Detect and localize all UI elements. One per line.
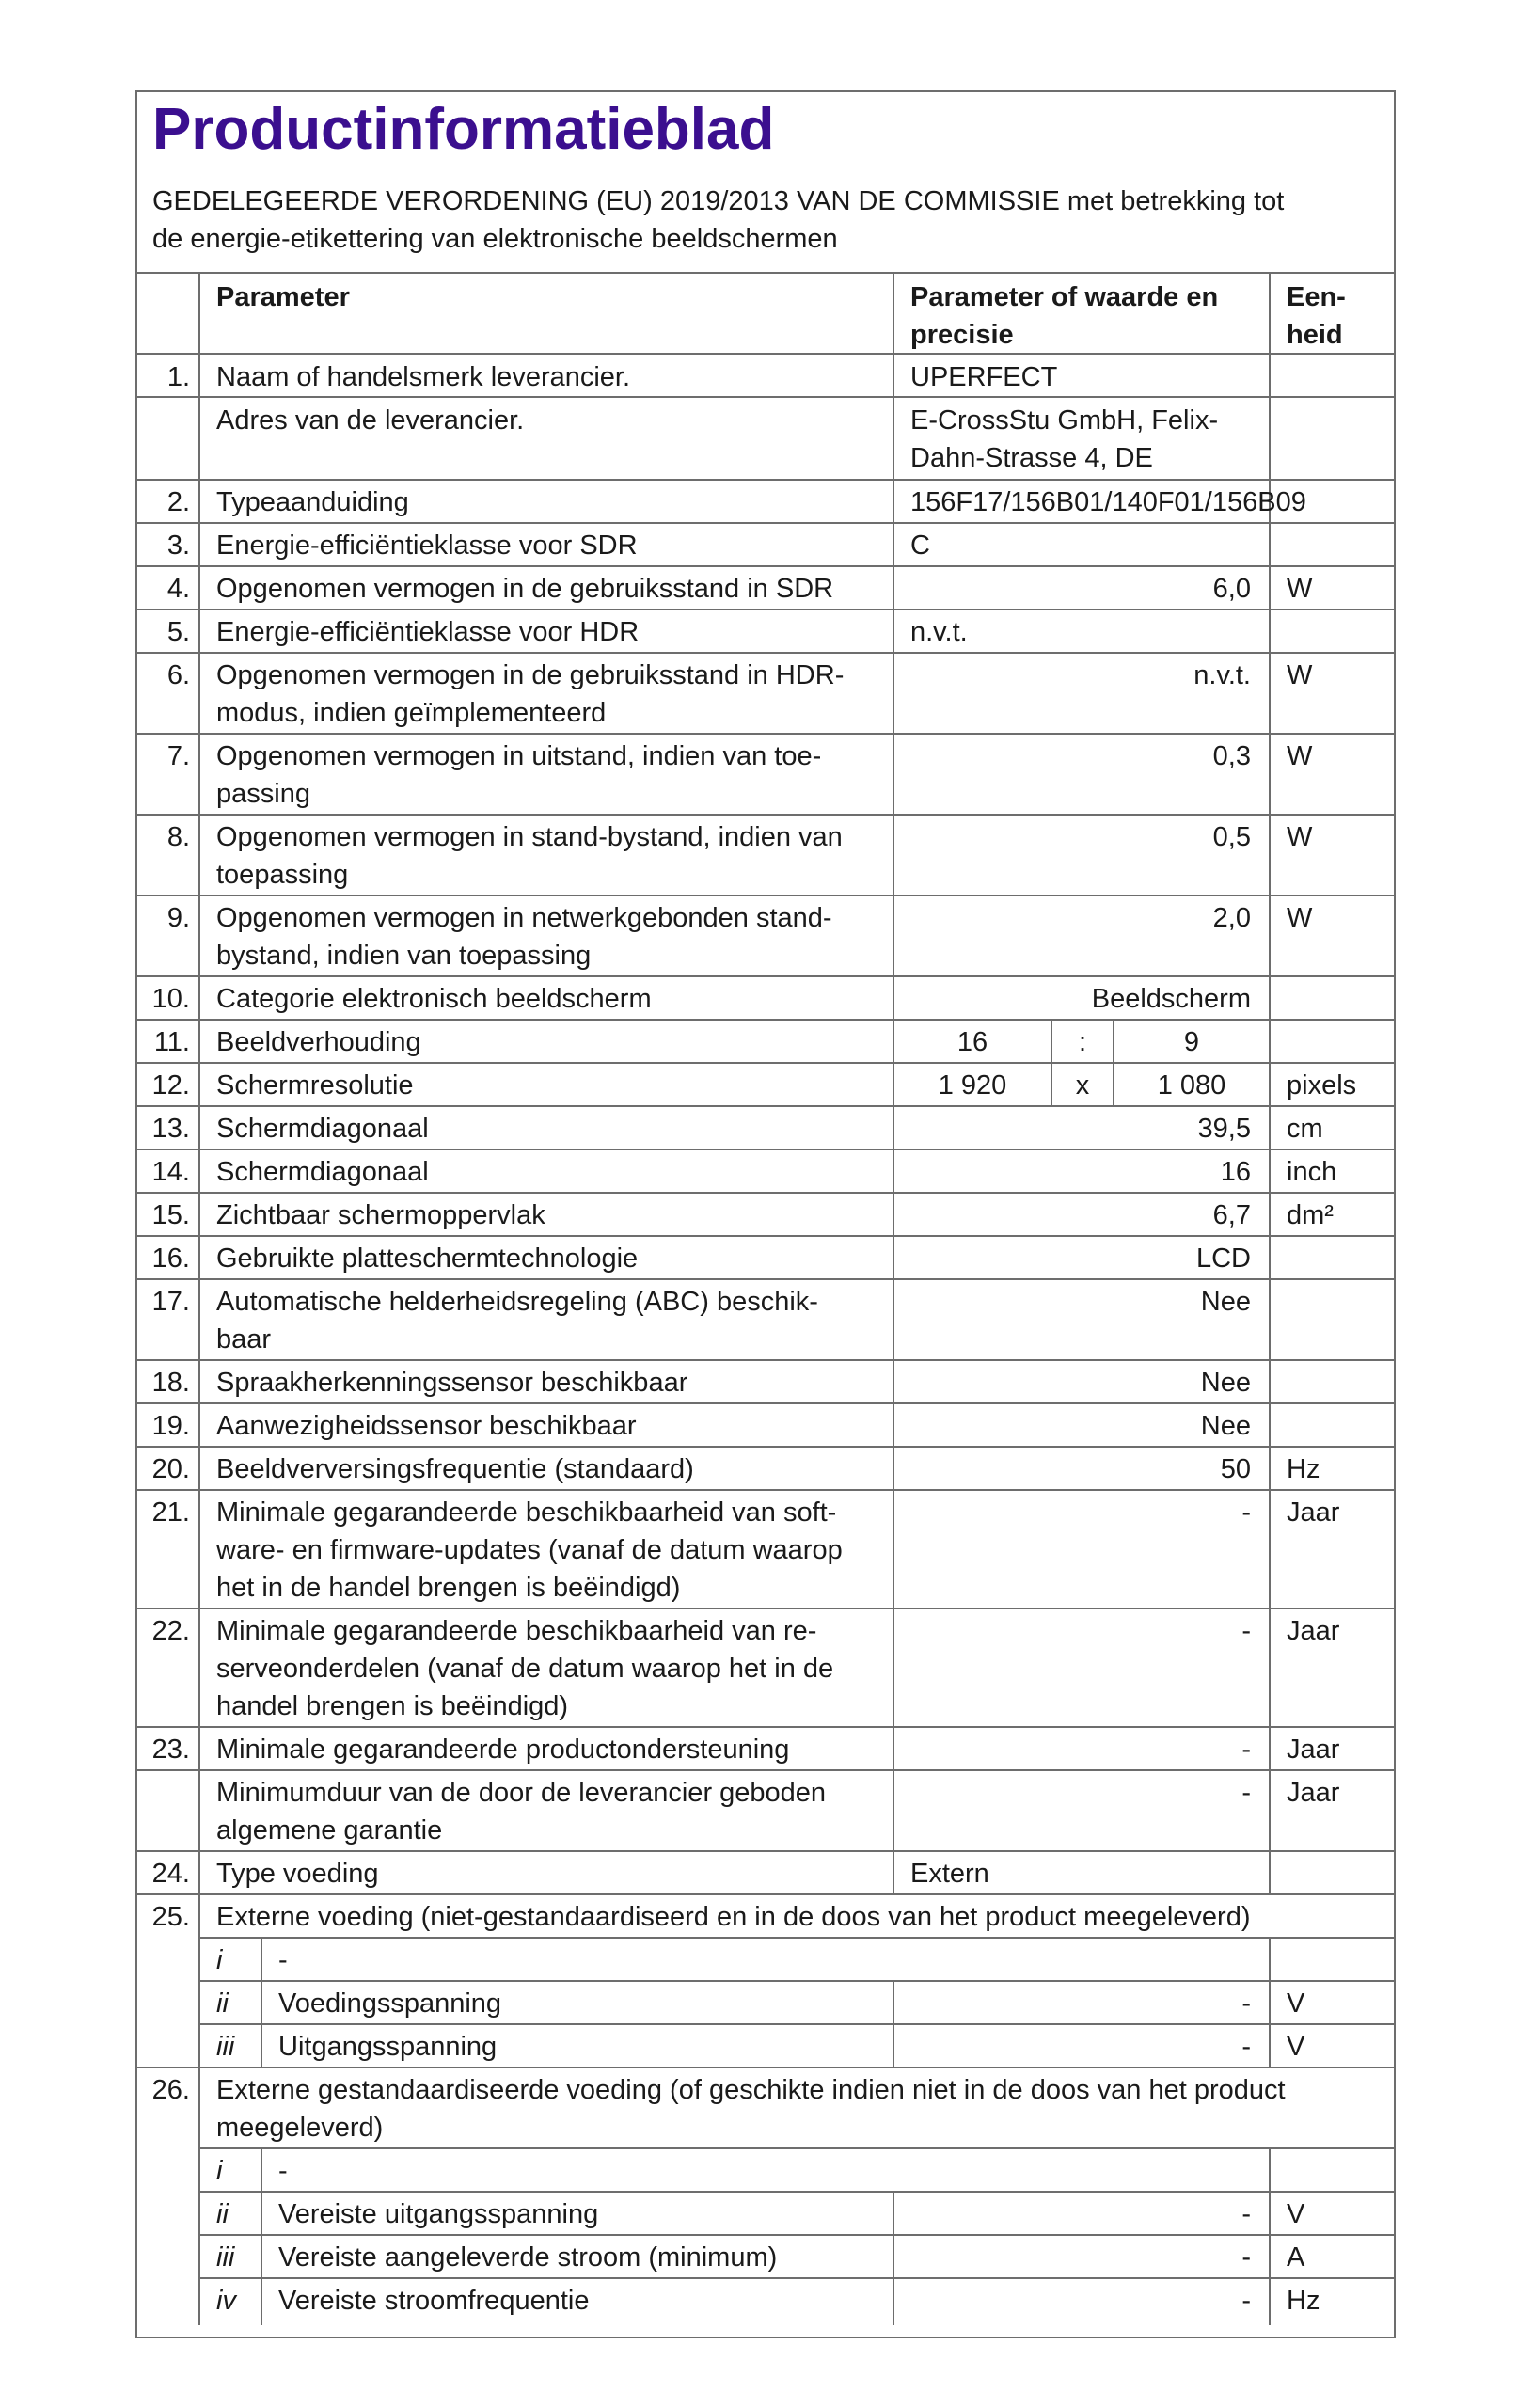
param-network-standby-line1: Opgenomen vermogen in netwerkgebonden stand-	[216, 903, 832, 933]
param-standard-psu-line2: meegeleverd)	[216, 2113, 384, 2143]
value-off-power: 0,3	[1212, 741, 1251, 771]
row-number: 24.	[151, 1859, 190, 1889]
sub-iii-marker: iii	[216, 2032, 235, 2062]
row-number: 15.	[151, 1200, 190, 1230]
grid-row-line	[135, 1769, 1396, 1771]
param-external-psu: Externe voeding (niet-gestandaardiseerd en in de doos van het product meegeleverd)	[216, 1902, 1251, 1932]
grid-row-line	[135, 1608, 1396, 1609]
param-product-support: Minimale gegarandeerde productondersteuning	[216, 1735, 790, 1765]
param-software-updates-line1: Minimale gegarandeerde beschikbaarheid van soft-	[216, 1497, 837, 1528]
row-number: 1.	[166, 362, 190, 392]
param-warranty-line2: algemene garantie	[216, 1815, 443, 1846]
grid-row-line	[135, 1850, 1396, 1852]
grid-row-line	[135, 814, 1396, 816]
grid-row-line	[135, 353, 1396, 355]
grid-row-line	[135, 522, 1396, 524]
sub-ii-label: Vereiste uitgangsspanning	[278, 2199, 599, 2229]
unit-warranty: Jaar	[1287, 1778, 1340, 1808]
row-number: 2.	[166, 487, 190, 517]
row-number: 4.	[166, 574, 190, 604]
grid-row-line	[199, 2191, 1396, 2193]
value-resolution-width: 1 920	[938, 1070, 1007, 1101]
param-spare-parts-line1: Minimale gegarandeerde beschikbaarheid van re-	[216, 1616, 817, 1646]
value-aspect-width: 16	[956, 1027, 988, 1057]
grid-row-line	[135, 652, 1396, 654]
param-hdr-power-line2: modus, indien geïmplementeerd	[216, 698, 607, 728]
row-number: 26.	[151, 2075, 190, 2105]
value-visible-area: 6,7	[1212, 1200, 1251, 1230]
sub-iii-value: -	[1241, 2242, 1251, 2273]
value-sdr-class: C	[910, 531, 930, 561]
param-supplier-address: Adres van de leverancier.	[216, 405, 525, 436]
param-standby-power-line1: Opgenomen vermogen in stand-bystand, indien van	[216, 822, 843, 852]
grid-row-line	[135, 1446, 1396, 1448]
row-number: 20.	[151, 1454, 190, 1484]
grid-row-line	[135, 1062, 1396, 1064]
header-parameter: Parameter	[216, 282, 350, 312]
row-number: 5.	[166, 617, 190, 647]
sub-iv-marker: iv	[216, 2286, 236, 2316]
param-display-category: Categorie elektronisch beeldscherm	[216, 984, 652, 1014]
sub-ii-marker: ii	[216, 2199, 229, 2229]
header-unit-line1: Een-	[1287, 282, 1346, 312]
param-refresh-rate: Beeldverversingsfrequentie (standaard)	[216, 1454, 694, 1484]
row-number: 8.	[166, 822, 190, 852]
sub-iv-label: Vereiste stroomfrequentie	[278, 2286, 590, 2316]
sub-i-label: -	[278, 1945, 288, 1975]
row-number: 10.	[151, 984, 190, 1014]
value-aspect-height: 9	[1183, 1027, 1200, 1057]
grid-row-line	[135, 1402, 1396, 1404]
unit-off-power: W	[1287, 741, 1313, 771]
param-software-updates-line3: het in de handel brengen is beëindigd)	[216, 1573, 681, 1603]
unit-resolution: pixels	[1287, 1070, 1357, 1101]
value-voice-sensor: Nee	[1200, 1368, 1251, 1398]
grid-row-line	[135, 1278, 1396, 1280]
row-number: 13.	[151, 1114, 190, 1144]
sub-i-label: -	[278, 2156, 288, 2186]
grid-row-line	[135, 565, 1396, 567]
row-number: 6.	[166, 660, 190, 690]
param-type: Typeaanduiding	[216, 487, 409, 517]
header-value-line1: Parameter of waarde en	[910, 282, 1219, 312]
param-voice-sensor: Spraakherkenningssensor beschikbaar	[216, 1368, 688, 1398]
regulation-intro: GEDELEGEERDE VERORDENING (EU) 2019/2013 VAN DE COMMISSIE met betrekking tot de energie-etikettering van elektronische beeldschermen	[152, 186, 1285, 254]
param-visible-area: Zichtbaar schermoppervlak	[216, 1200, 545, 1230]
unit-sdr-power: W	[1287, 574, 1313, 604]
value-sdr-power: 6,0	[1212, 574, 1251, 604]
param-standard-psu-line1: Externe gestandaardiseerde voeding (of geschikte indien niet in de doos van het product	[216, 2075, 1286, 2105]
grid-column-line	[261, 1938, 262, 2067]
grid-row-line	[135, 396, 1396, 398]
value-spare-parts: -	[1241, 1616, 1251, 1646]
header-unit-line2: heid	[1287, 320, 1343, 350]
grid-row-line	[135, 1893, 1396, 1895]
row-number: 16.	[151, 1244, 190, 1274]
row-number: 18.	[151, 1368, 190, 1398]
grid-row-line	[199, 1980, 1396, 1982]
grid-row-line	[135, 2067, 1396, 2068]
param-panel-technology: Gebruikte platteschermtechnologie	[216, 1244, 639, 1274]
grid-column-line	[261, 2148, 262, 2325]
param-abc-line1: Automatische helderheidsregeling (ABC) beschik-	[216, 1287, 818, 1317]
value-software-updates: -	[1241, 1497, 1251, 1528]
sub-ii-marker: ii	[216, 1988, 229, 2019]
unit-refresh-rate: Hz	[1287, 1454, 1320, 1484]
param-spare-parts-line2: serveonderdelen (vanaf de datum waarop het in de	[216, 1654, 834, 1684]
param-warranty-line1: Minimumduur van de door de leverancier geboden	[216, 1778, 827, 1808]
value-hdr-power: n.v.t.	[1193, 660, 1251, 690]
value-standby-power: 0,5	[1212, 822, 1251, 852]
value-panel-technology: LCD	[1195, 1244, 1251, 1274]
row-number: 22.	[151, 1616, 190, 1646]
sub-i-marker: i	[216, 2156, 223, 2186]
row-number: 9.	[166, 903, 190, 933]
unit-diagonal-inch: inch	[1287, 1157, 1337, 1187]
grid-row-line	[135, 272, 1396, 274]
param-supplier-name: Naam of handelsmerk leverancier.	[216, 362, 631, 392]
header-value-line2: precisie	[910, 320, 1014, 350]
param-sdr-power: Opgenomen vermogen in de gebruiksstand in SDR	[216, 574, 834, 604]
grid-row-line	[199, 2023, 1396, 2025]
sub-iii-label: Vereiste aangeleverde stroom (minimum)	[278, 2242, 778, 2273]
row-number: 14.	[151, 1157, 190, 1187]
value-diagonal-inch: 16	[1220, 1157, 1251, 1187]
resolution-separator: x	[1075, 1070, 1090, 1101]
value-product-support: -	[1241, 1735, 1251, 1765]
grid-row-line	[199, 2277, 1396, 2279]
grid-row-line	[135, 479, 1396, 481]
unit-diagonal-cm: cm	[1287, 1114, 1323, 1144]
param-network-standby-line2: bystand, indien van toepassing	[216, 941, 592, 971]
sub-ii-unit: V	[1287, 2199, 1305, 2229]
value-abc: Nee	[1200, 1287, 1251, 1317]
value-hdr-class: n.v.t.	[910, 617, 968, 647]
grid-row-line	[199, 2147, 1396, 2149]
sub-iv-unit: Hz	[1287, 2286, 1320, 2316]
param-standby-power-line2: toepassing	[216, 860, 349, 890]
value-presence-sensor: Nee	[1200, 1411, 1251, 1441]
page-title: Productinformatieblad	[152, 97, 775, 162]
unit-hdr-power: W	[1287, 660, 1313, 690]
grid-row-line	[135, 1149, 1396, 1150]
value-network-standby: 2,0	[1212, 903, 1251, 933]
row-number: 11.	[153, 1027, 190, 1057]
unit-software-updates: Jaar	[1287, 1497, 1340, 1528]
sub-iii-unit: A	[1287, 2242, 1305, 2273]
value-type: 156F17/156B01/140F01/156B09	[910, 487, 1306, 517]
sub-i-marker: i	[216, 1945, 223, 1975]
unit-network-standby: W	[1287, 903, 1313, 933]
grid-row-line	[135, 1489, 1396, 1491]
row-number: 19.	[151, 1411, 190, 1441]
grid-row-line	[135, 1105, 1396, 1107]
param-diagonal-inch: Schermdiagonaal	[216, 1157, 429, 1187]
param-diagonal-cm: Schermdiagonaal	[216, 1114, 429, 1144]
row-number: 7.	[166, 741, 190, 771]
param-software-updates-line2: ware- en firmware-updates (vanaf de datum waarop	[216, 1535, 843, 1565]
grid-row-line	[135, 895, 1396, 896]
grid-row-line	[199, 2234, 1396, 2236]
aspect-separator: :	[1078, 1027, 1087, 1057]
param-aspect-ratio: Beeldverhouding	[216, 1027, 421, 1057]
grid-row-line	[135, 733, 1396, 735]
row-number: 25.	[151, 1902, 190, 1932]
sub-ii-unit: V	[1287, 1988, 1305, 2019]
grid-row-line	[135, 1192, 1396, 1194]
unit-standby-power: W	[1287, 822, 1313, 852]
value-display-category: Beeldscherm	[1091, 984, 1251, 1014]
sub-ii-label: Voedingsspanning	[278, 1988, 502, 2019]
param-sdr-class: Energie-efficiëntieklasse voor SDR	[216, 531, 638, 561]
grid-row-line	[135, 1235, 1396, 1237]
grid-row-line	[135, 975, 1396, 977]
value-supplier-address-line2: Dahn-Strasse 4, DE	[910, 443, 1153, 473]
grid-row-line	[135, 1359, 1396, 1361]
sub-ii-value: -	[1241, 2199, 1251, 2229]
value-diagonal-cm: 39,5	[1197, 1114, 1251, 1144]
grid-row-line	[135, 609, 1396, 610]
value-resolution-height: 1 080	[1157, 1070, 1226, 1101]
sub-iii-marker: iii	[216, 2242, 235, 2273]
unit-spare-parts: Jaar	[1287, 1616, 1340, 1646]
sub-iii-value: -	[1241, 2032, 1251, 2062]
value-supplier-name: UPERFECT	[910, 362, 1058, 392]
param-spare-parts-line3: handel brengen is beëindigd)	[216, 1691, 569, 1721]
param-off-power-line2: passing	[216, 779, 310, 809]
grid-row-line	[135, 1019, 1396, 1021]
param-resolution: Schermresolutie	[216, 1070, 414, 1101]
param-presence-sensor: Aanwezigheidssensor beschikbaar	[216, 1411, 637, 1441]
value-power-supply-type: Extern	[910, 1859, 989, 1889]
row-number: 17.	[151, 1287, 190, 1317]
row-number: 23.	[151, 1735, 190, 1765]
value-warranty: -	[1241, 1778, 1251, 1808]
sub-iii-label: Uitgangsspanning	[278, 2032, 498, 2062]
sub-ii-value: -	[1241, 1988, 1251, 2019]
row-number: 21.	[151, 1497, 190, 1528]
row-number: 12.	[151, 1070, 190, 1101]
param-abc-line2: baar	[216, 1324, 272, 1354]
unit-product-support: Jaar	[1287, 1735, 1340, 1765]
param-off-power-line1: Opgenomen vermogen in uitstand, indien van toe-	[216, 741, 822, 771]
unit-visible-area: dm²	[1287, 1200, 1334, 1230]
row-number: 3.	[166, 531, 190, 561]
sub-iv-value: -	[1241, 2286, 1251, 2316]
param-hdr-power-line1: Opgenomen vermogen in de gebruiksstand in HDR-	[216, 660, 845, 690]
grid-row-line	[135, 1726, 1396, 1728]
grid-row-line	[199, 1937, 1396, 1939]
param-hdr-class: Energie-efficiëntieklasse voor HDR	[216, 617, 640, 647]
param-power-supply-type: Type voeding	[216, 1859, 379, 1889]
value-supplier-address-line1: E-CrossStu GmbH, Felix-	[910, 405, 1219, 436]
sub-iii-unit: V	[1287, 2032, 1305, 2062]
value-refresh-rate: 50	[1220, 1454, 1251, 1484]
